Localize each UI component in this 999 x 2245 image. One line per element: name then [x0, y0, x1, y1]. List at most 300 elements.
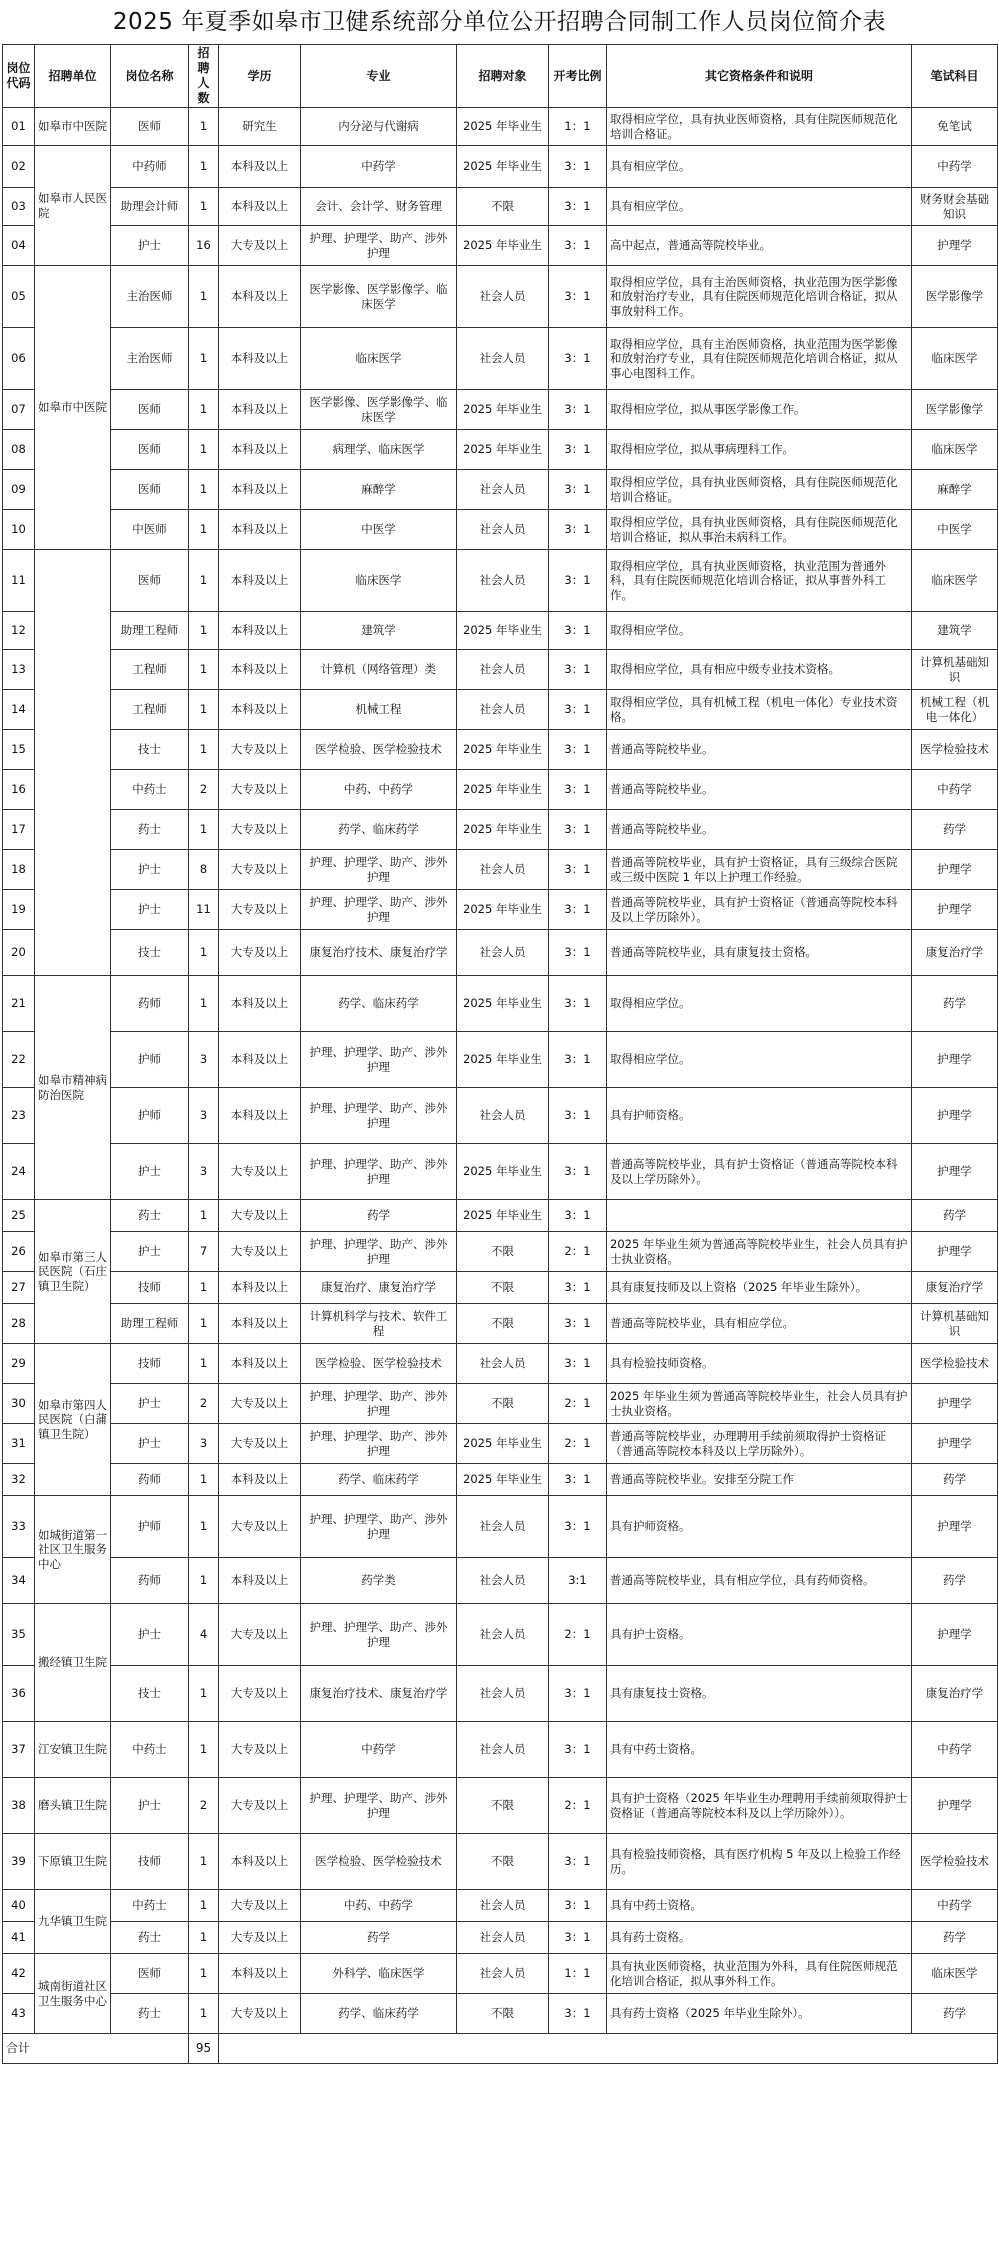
cell-code: 17: [3, 810, 35, 850]
table-row: [3, 1558, 998, 1604]
table-row: [3, 1666, 998, 1722]
cell-edu: 大专及以上: [219, 1384, 301, 1424]
cell-major: 药学类: [301, 1558, 457, 1604]
cell-code: 07: [3, 390, 35, 430]
cell-ratio: 3：1: [549, 1144, 607, 1200]
cell-post: 中药师: [111, 146, 189, 188]
cell-post: 医师: [111, 1954, 189, 1994]
cell-exam: 药学: [912, 1558, 998, 1604]
cell-target: 2025 年毕业生: [457, 430, 549, 470]
table-row: [3, 890, 998, 930]
table-row: [3, 1778, 998, 1834]
cell-edu: 大专及以上: [219, 1722, 301, 1778]
cell-num: 1: [189, 108, 219, 146]
cell-code: 11: [3, 550, 35, 612]
table-row: [3, 146, 998, 188]
cell-num: 1: [189, 612, 219, 650]
cell-num: 1: [189, 1344, 219, 1384]
cell-target: 2025 年毕业生: [457, 976, 549, 1032]
cell-ratio: 3：1: [549, 1834, 607, 1890]
cell-ratio: 3：1: [549, 1344, 607, 1384]
cell-post: 主治医师: [111, 266, 189, 328]
cell-cond: 普通高等院校毕业，具有相应学位。: [607, 1304, 912, 1344]
cell-code: 35: [3, 1604, 35, 1666]
cell-edu: 研究生: [219, 108, 301, 146]
cell-unit: [35, 550, 111, 976]
cell-unit: 如皋市人民医院: [35, 146, 111, 266]
cell-exam: 中药学: [912, 770, 998, 810]
cell-code: 03: [3, 188, 35, 226]
table-row: [3, 226, 998, 266]
cell-edu: 大专及以上: [219, 1604, 301, 1666]
cell-cond: 普通高等院校毕业，具有护士资格证，具有三级综合医院或三级中医院 1 年以上护理工作经验。: [607, 850, 912, 890]
total-empty: [219, 2034, 998, 2064]
cell-edu: 大专及以上: [219, 1144, 301, 1200]
cell-code: 24: [3, 1144, 35, 1200]
cell-exam: 财务财会基础知识: [912, 188, 998, 226]
cell-major: 外科学、临床医学: [301, 1954, 457, 1994]
cell-exam: 免笔试: [912, 108, 998, 146]
cell-edu: 大专及以上: [219, 730, 301, 770]
cell-post: 护士: [111, 1424, 189, 1464]
cell-code: 42: [3, 1954, 35, 1994]
table-row: [3, 1088, 998, 1144]
table-row: [3, 976, 998, 1032]
cell-cond: 取得相应学位，拟从事病理科工作。: [607, 430, 912, 470]
cell-major: 康复治疗技术、康复治疗学: [301, 1666, 457, 1722]
cell-target: 社会人员: [457, 690, 549, 730]
cell-edu: 本科及以上: [219, 1834, 301, 1890]
cell-num: 1: [189, 1304, 219, 1344]
cell-ratio: 3：1: [549, 146, 607, 188]
cell-target: 不限: [457, 1232, 549, 1272]
cell-cond: 具有康复技师及以上资格（2025 年毕业生除外）。: [607, 1272, 912, 1304]
cell-major: 护理、护理学、助产、涉外护理: [301, 1604, 457, 1666]
cell-cond: 普通高等院校毕业。: [607, 810, 912, 850]
cell-num: 3: [189, 1144, 219, 1200]
cell-exam: 康复治疗学: [912, 930, 998, 976]
cell-ratio: 3：1: [549, 976, 607, 1032]
cell-edu: 大专及以上: [219, 1922, 301, 1954]
cell-major: 康复治疗、康复治疗学: [301, 1272, 457, 1304]
table-row: [3, 108, 998, 146]
cell-num: 1: [189, 510, 219, 550]
cell-unit: 江安镇卫生院: [35, 1722, 111, 1778]
cell-edu: 大专及以上: [219, 810, 301, 850]
table-row: [3, 1232, 998, 1272]
cell-ratio: 3：1: [549, 1200, 607, 1232]
cell-num: 1: [189, 1922, 219, 1954]
cell-major: 护理、护理学、助产、涉外护理: [301, 1778, 457, 1834]
cell-target: 社会人员: [457, 930, 549, 976]
cell-ratio: 3：1: [549, 1088, 607, 1144]
cell-exam: 中药学: [912, 1722, 998, 1778]
cell-post: 药士: [111, 1994, 189, 2034]
cell-num: 1: [189, 976, 219, 1032]
table-row: [3, 1922, 998, 1954]
cell-ratio: 3：1: [549, 1272, 607, 1304]
cell-edu: 大专及以上: [219, 1232, 301, 1272]
cell-num: 1: [189, 1558, 219, 1604]
cell-target: 不限: [457, 1994, 549, 2034]
cell-major: 护理、护理学、助产、涉外护理: [301, 890, 457, 930]
header-post: 岗位名称: [111, 45, 189, 108]
cell-edu: 本科及以上: [219, 390, 301, 430]
cell-cond: 取得相应学位。: [607, 612, 912, 650]
cell-post: 护士: [111, 1778, 189, 1834]
cell-ratio: 3：1: [549, 1496, 607, 1558]
cell-num: 1: [189, 146, 219, 188]
cell-major: 医学影像、医学影像学、临床医学: [301, 390, 457, 430]
cell-ratio: 3：1: [549, 328, 607, 390]
cell-post: 技士: [111, 930, 189, 976]
cell-target: 社会人员: [457, 1344, 549, 1384]
cell-num: 1: [189, 730, 219, 770]
cell-major: 中药、中药学: [301, 1890, 457, 1922]
cell-target: 不限: [457, 1304, 549, 1344]
cell-exam: 药学: [912, 810, 998, 850]
table-row: [3, 930, 998, 976]
cell-target: 2025 年毕业生: [457, 730, 549, 770]
cell-post: 技士: [111, 1666, 189, 1722]
cell-ratio: 3：1: [549, 470, 607, 510]
cell-exam: 临床医学: [912, 550, 998, 612]
cell-exam: 护理学: [912, 1032, 998, 1088]
cell-edu: 本科及以上: [219, 550, 301, 612]
cell-edu: 本科及以上: [219, 976, 301, 1032]
cell-post: 主治医师: [111, 328, 189, 390]
cell-cond: 高中起点，普通高等院校毕业。: [607, 226, 912, 266]
document-title: 2025 年夏季如皋市卫健系统部分单位公开招聘合同制工作人员岗位简介表: [112, 9, 887, 35]
cell-cond: 取得相应学位，具有机械工程（机电一体化）专业技术资格。: [607, 690, 912, 730]
cell-code: 41: [3, 1922, 35, 1954]
cell-post: 护士: [111, 1604, 189, 1666]
cell-major: 病理学、临床医学: [301, 430, 457, 470]
cell-major: 中药学: [301, 146, 457, 188]
cell-exam: 护理学: [912, 1088, 998, 1144]
cell-exam: 药学: [912, 1922, 998, 1954]
header-unit: 招聘单位: [35, 45, 111, 108]
cell-num: 1: [189, 930, 219, 976]
cell-num: 1: [189, 1464, 219, 1496]
table-row: [3, 1496, 998, 1558]
cell-post: 中药士: [111, 770, 189, 810]
cell-target: 2025 年毕业生: [457, 1200, 549, 1232]
cell-edu: 大专及以上: [219, 1666, 301, 1722]
cell-edu: 本科及以上: [219, 328, 301, 390]
table-row: [3, 730, 998, 770]
cell-ratio: 1：1: [549, 108, 607, 146]
cell-edu: 本科及以上: [219, 188, 301, 226]
cell-target: 2025 年毕业生: [457, 1464, 549, 1496]
cell-exam: 建筑学: [912, 612, 998, 650]
cell-major: 中药学: [301, 1722, 457, 1778]
cell-target: 社会人员: [457, 1496, 549, 1558]
cell-post: 技师: [111, 1272, 189, 1304]
cell-code: 13: [3, 650, 35, 690]
cell-post: 药士: [111, 810, 189, 850]
cell-cond: 具有相应学位。: [607, 188, 912, 226]
cell-cond: 具有护师资格。: [607, 1496, 912, 1558]
cell-edu: 本科及以上: [219, 470, 301, 510]
cell-exam: 医学检验技术: [912, 1344, 998, 1384]
cell-unit: 下原镇卫生院: [35, 1834, 111, 1890]
cell-target: 社会人员: [457, 1954, 549, 1994]
cell-post: 护士: [111, 1144, 189, 1200]
table-row: [3, 550, 998, 612]
cell-num: 1: [189, 188, 219, 226]
cell-num: 3: [189, 1424, 219, 1464]
cell-post: 护士: [111, 1384, 189, 1424]
cell-ratio: 2：1: [549, 1778, 607, 1834]
cell-exam: 药学: [912, 1464, 998, 1496]
cell-edu: 本科及以上: [219, 1558, 301, 1604]
cell-cond: 具有护士资格。: [607, 1604, 912, 1666]
cell-major: 会计、会计学、财务管理: [301, 188, 457, 226]
cell-cond: 具有康复技士资格。: [607, 1666, 912, 1722]
cell-code: 40: [3, 1890, 35, 1922]
cell-edu: 本科及以上: [219, 1088, 301, 1144]
cell-target: 社会人员: [457, 850, 549, 890]
cell-code: 16: [3, 770, 35, 810]
table-row: [3, 1032, 998, 1088]
table-body: [3, 108, 998, 2034]
cell-ratio: 3：1: [549, 266, 607, 328]
header-code: 岗位代码: [3, 45, 35, 108]
cell-major: 护理、护理学、助产、涉外护理: [301, 226, 457, 266]
cell-major: 医学检验、医学检验技术: [301, 730, 457, 770]
cell-unit: 搬经镇卫生院: [35, 1604, 111, 1722]
table-row: [3, 770, 998, 810]
cell-edu: 大专及以上: [219, 890, 301, 930]
cell-exam: 临床医学: [912, 430, 998, 470]
cell-cond: 取得相应学位，具有相应中级专业技术资格。: [607, 650, 912, 690]
cell-major: 临床医学: [301, 550, 457, 612]
cell-exam: 医学检验技术: [912, 730, 998, 770]
table-row: [3, 1954, 998, 1994]
cell-major: 护理、护理学、助产、涉外护理: [301, 1232, 457, 1272]
cell-major: 药学: [301, 1922, 457, 1954]
cell-target: 社会人员: [457, 550, 549, 612]
cell-exam: 护理学: [912, 226, 998, 266]
cell-num: 1: [189, 1834, 219, 1890]
cell-code: 25: [3, 1200, 35, 1232]
cell-exam: 计算机基础知识: [912, 1304, 998, 1344]
cell-exam: 机械工程（机电一体化）: [912, 690, 998, 730]
cell-target: 社会人员: [457, 470, 549, 510]
cell-num: 3: [189, 1088, 219, 1144]
cell-code: 27: [3, 1272, 35, 1304]
cell-post: 医师: [111, 108, 189, 146]
cell-code: 10: [3, 510, 35, 550]
cell-cond: 具有中药士资格。: [607, 1890, 912, 1922]
table-row: [3, 690, 998, 730]
cell-cond: 取得相应学位，具有主治医师资格，执业范围为医学影像和放射治疗专业，具有住院医师规范化培训合格证，拟从事放射科工作。: [607, 266, 912, 328]
cell-edu: 本科及以上: [219, 612, 301, 650]
cell-post: 医师: [111, 470, 189, 510]
cell-exam: 康复治疗学: [912, 1666, 998, 1722]
table-row: [3, 650, 998, 690]
cell-major: 医学检验、医学检验技术: [301, 1834, 457, 1890]
header-num: 招聘人数: [189, 45, 219, 108]
cell-post: 工程师: [111, 690, 189, 730]
cell-code: 29: [3, 1344, 35, 1384]
table-row: [3, 1424, 998, 1464]
cell-target: 社会人员: [457, 266, 549, 328]
cell-num: 1: [189, 266, 219, 328]
cell-post: 护师: [111, 1088, 189, 1144]
cell-post: 助理工程师: [111, 612, 189, 650]
cell-exam: 护理学: [912, 890, 998, 930]
cell-ratio: 3：1: [549, 1994, 607, 2034]
cell-ratio: 3：1: [549, 430, 607, 470]
cell-cond: 2025 年毕业生须为普通高等院校毕业生，社会人员具有护士执业资格。: [607, 1384, 912, 1424]
cell-major: 护理、护理学、助产、涉外护理: [301, 1144, 457, 1200]
header-cond: 其它资格条件和说明: [607, 45, 912, 108]
cell-cond: 普通高等院校毕业，具有护士资格证（普通高等院校本科及以上学历除外）。: [607, 890, 912, 930]
cell-post: 医师: [111, 550, 189, 612]
cell-exam: 护理学: [912, 1496, 998, 1558]
cell-target: 2025 年毕业生: [457, 1144, 549, 1200]
cell-ratio: 3：1: [549, 650, 607, 690]
cell-edu: 大专及以上: [219, 1424, 301, 1464]
cell-cond: 具有中药士资格。: [607, 1722, 912, 1778]
cell-exam: 麻醉学: [912, 470, 998, 510]
cell-target: 2025 年毕业生: [457, 612, 549, 650]
cell-ratio: 3：1: [549, 1666, 607, 1722]
cell-post: 护士: [111, 890, 189, 930]
cell-exam: 护理学: [912, 1232, 998, 1272]
table-row: [3, 1834, 998, 1890]
cell-post: 药师: [111, 976, 189, 1032]
cell-unit: 磨头镇卫生院: [35, 1778, 111, 1834]
cell-post: 药士: [111, 1922, 189, 1954]
cell-target: 2025 年毕业生: [457, 1032, 549, 1088]
cell-num: 1: [189, 810, 219, 850]
cell-code: 32: [3, 1464, 35, 1496]
cell-target: 2025 年毕业生: [457, 390, 549, 430]
cell-exam: 药学: [912, 1200, 998, 1232]
cell-exam: 临床医学: [912, 1954, 998, 1994]
cell-major: 护理、护理学、助产、涉外护理: [301, 1496, 457, 1558]
cell-code: 39: [3, 1834, 35, 1890]
cell-post: 助理工程师: [111, 1304, 189, 1344]
table-row: [3, 1344, 998, 1384]
cell-exam: 护理学: [912, 1778, 998, 1834]
cell-exam: 护理学: [912, 1384, 998, 1424]
cell-cond: 普通高等院校毕业，具有相应学位，具有药师资格。: [607, 1558, 912, 1604]
cell-exam: 医学影像学: [912, 390, 998, 430]
cell-target: 社会人员: [457, 1558, 549, 1604]
cell-target: 2025 年毕业生: [457, 108, 549, 146]
cell-post: 医师: [111, 430, 189, 470]
cell-code: 31: [3, 1424, 35, 1464]
cell-target: 2025 年毕业生: [457, 226, 549, 266]
cell-target: 不限: [457, 1384, 549, 1424]
cell-exam: 计算机基础知识: [912, 650, 998, 690]
cell-post: 助理会计师: [111, 188, 189, 226]
cell-target: 社会人员: [457, 1722, 549, 1778]
cell-code: 14: [3, 690, 35, 730]
cell-major: 护理、护理学、助产、涉外护理: [301, 850, 457, 890]
header-exam: 笔试科目: [912, 45, 998, 108]
cell-num: 8: [189, 850, 219, 890]
cell-code: 08: [3, 430, 35, 470]
cell-num: 1: [189, 690, 219, 730]
cell-ratio: 3：1: [549, 690, 607, 730]
table-row: [3, 430, 998, 470]
cell-target: 社会人员: [457, 650, 549, 690]
cell-cond: 取得相应学位。: [607, 1032, 912, 1088]
table-row: [3, 1890, 998, 1922]
header-target: 招聘对象: [457, 45, 549, 108]
cell-edu: 本科及以上: [219, 1304, 301, 1344]
cell-major: 中医学: [301, 510, 457, 550]
cell-num: 1: [189, 1722, 219, 1778]
cell-ratio: 3：1: [549, 1722, 607, 1778]
cell-code: 19: [3, 890, 35, 930]
cell-ratio: 3：1: [549, 1922, 607, 1954]
cell-cond: 普通高等院校毕业，具有康复技士资格。: [607, 930, 912, 976]
cell-major: 药学: [301, 1200, 457, 1232]
table-row: [3, 510, 998, 550]
cell-ratio: 3：1: [549, 890, 607, 930]
cell-num: 1: [189, 1666, 219, 1722]
cell-cond: 取得相应学位，拟从事医学影像工作。: [607, 390, 912, 430]
cell-cond: 具有护师资格。: [607, 1088, 912, 1144]
cell-major: 计算机科学与技术、软件工程: [301, 1304, 457, 1344]
cell-num: 7: [189, 1232, 219, 1272]
table-row: [3, 810, 998, 850]
cell-target: 社会人员: [457, 1890, 549, 1922]
cell-post: 技师: [111, 1344, 189, 1384]
cell-ratio: 3：1: [549, 730, 607, 770]
cell-major: 护理、护理学、助产、涉外护理: [301, 1032, 457, 1088]
cell-exam: 中药学: [912, 146, 998, 188]
header-row: [3, 45, 998, 108]
cell-cond: 取得相应学位。: [607, 976, 912, 1032]
cell-edu: 本科及以上: [219, 1272, 301, 1304]
cell-post: 中药士: [111, 1890, 189, 1922]
cell-edu: 大专及以上: [219, 770, 301, 810]
cell-post: 护士: [111, 226, 189, 266]
cell-target: 社会人员: [457, 1922, 549, 1954]
cell-post: 护士: [111, 1232, 189, 1272]
cell-exam: 护理学: [912, 1604, 998, 1666]
cell-ratio: 2：1: [549, 1232, 607, 1272]
cell-target: 不限: [457, 1778, 549, 1834]
cell-unit: 九华镇卫生院: [35, 1890, 111, 1954]
cell-num: 1: [189, 1200, 219, 1232]
cell-target: 社会人员: [457, 1088, 549, 1144]
table-row: [3, 328, 998, 390]
cell-target: 2025 年毕业生: [457, 890, 549, 930]
cell-unit: 如城街道第一社区卫生服务中心: [35, 1496, 111, 1604]
cell-edu: 本科及以上: [219, 510, 301, 550]
cell-num: 2: [189, 1778, 219, 1834]
cell-ratio: 3：1: [549, 510, 607, 550]
cell-code: 06: [3, 328, 35, 390]
cell-target: 社会人员: [457, 328, 549, 390]
cell-ratio: 3:1: [549, 1558, 607, 1604]
total-label: 合计: [3, 2034, 189, 2064]
cell-post: 护士: [111, 850, 189, 890]
cell-target: 社会人员: [457, 1666, 549, 1722]
cell-major: 护理、护理学、助产、涉外护理: [301, 1088, 457, 1144]
cell-cond: 具有检验技师资格，具有医疗机构 5 年及以上检验工作经历。: [607, 1834, 912, 1890]
cell-major: 临床医学: [301, 328, 457, 390]
cell-cond: 具有相应学位。: [607, 146, 912, 188]
